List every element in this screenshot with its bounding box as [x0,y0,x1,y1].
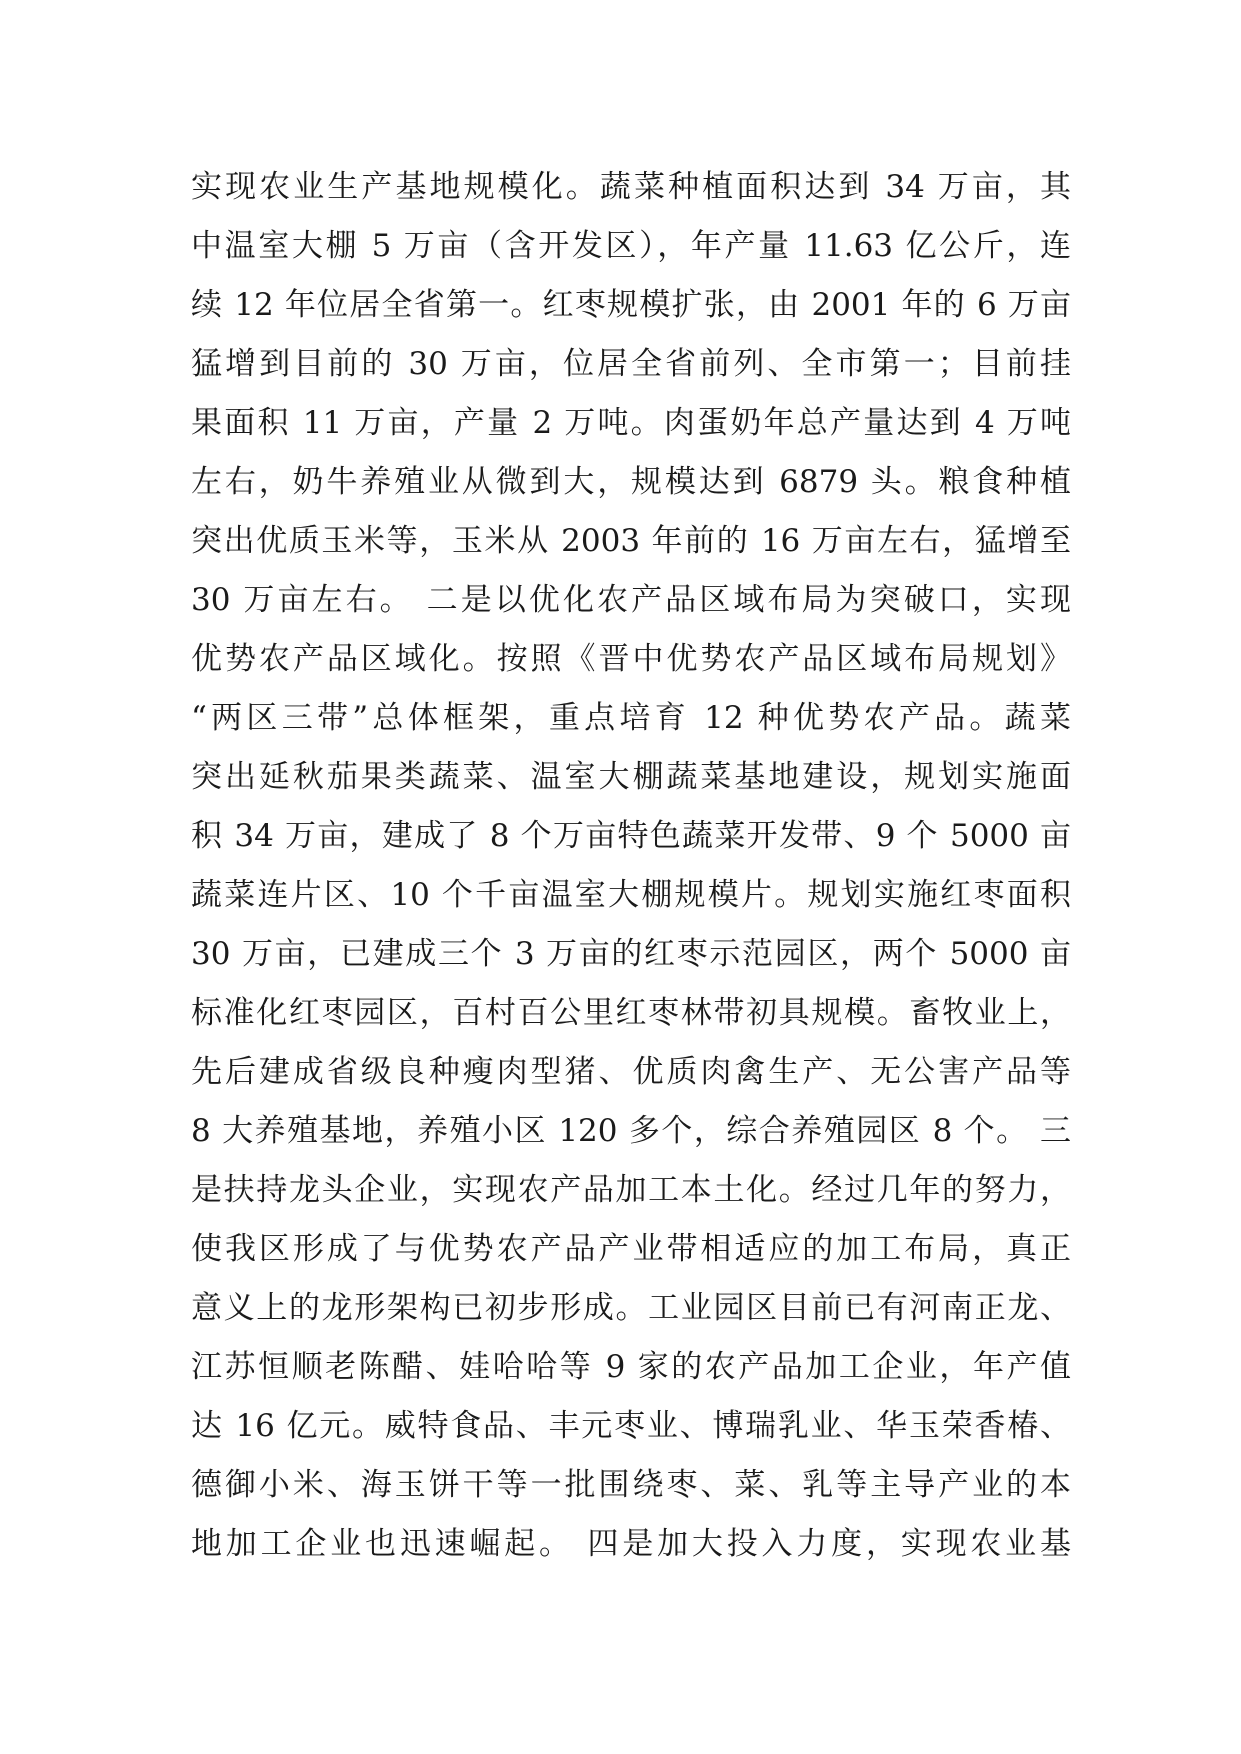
text-line: 使我区形成了与优势农产品产业带相适应的加工布局，真正 [191,1231,1071,1267]
text-line: 30 万亩左右。 二是以优化农产品区域布局为突破口，实现 [191,582,1071,618]
body-text [191,158,1071,1574]
text-line: 江苏恒顺老陈醋、娃哈哈等 9 家的农产品加工企业，年产值 [191,1349,1071,1385]
text-line: 中温室大棚 5 万亩（含开发区），年产量 11.63 亿公斤，连 [191,228,1071,264]
text-line: 30 万亩，已建成三个 3 万亩的红枣示范园区，两个 5000 亩 [191,936,1071,972]
text-line: 突出延秋茄果类蔬菜、温室大棚蔬菜基地建设，规划实施面 [191,759,1071,795]
text-line: 德御小米、海玉饼干等一批围绕枣、菜、乳等主导产业的本 [191,1467,1071,1503]
text-line: 意义上的龙形架构已初步形成。工业园区目前已有河南正龙、 [191,1290,1071,1326]
text-line: 标准化红枣园区，百村百公里红枣林带初具规模。畜牧业上， [191,995,1071,1031]
text-line: 突出优质玉米等，玉米从 2003 年前的 16 万亩左右，猛增至 [191,523,1071,559]
text-line: 果面积 11 万亩，产量 2 万吨。肉蛋奶年总产量达到 4 万吨 [191,405,1071,441]
text-line: 续 12 年位居全省第一。红枣规模扩张，由 2001 年的 6 万亩 [191,287,1071,323]
text-line: 猛增到目前的 30 万亩，位居全省前列、全市第一；目前挂 [191,346,1071,382]
text-line: 达 16 亿元。威特食品、丰元枣业、博瑞乳业、华玉荣香椿、 [191,1408,1071,1444]
text-line: 先后建成省级良种瘦肉型猪、优质肉禽生产、无公害产品等 [191,1054,1071,1090]
text-line: 蔬菜连片区、10 个千亩温室大棚规模片。规划实施红枣面积 [191,877,1071,913]
text-line: 地加工企业也迅速崛起。 四是加大投入力度，实现农业基 [191,1526,1071,1562]
text-line: 实现农业生产基地规模化。蔬菜种植面积达到 34 万亩，其 [191,169,1071,205]
text-line: 左右，奶牛养殖业从微到大，规模达到 6879 头。粮食种植 [191,464,1071,500]
text-line: “两区三带”总体框架，重点培育 12 种优势农产品。蔬菜 [191,700,1071,736]
text-line: 积 34 万亩，建成了 8 个万亩特色蔬菜开发带、9 个 5000 亩 [191,818,1071,854]
text-line: 8 大养殖基地，养殖小区 120 多个，综合养殖园区 8 个。 三 [191,1113,1071,1149]
text-line: 优势农产品区域化。按照《晋中优势农产品区域布局规划》 [191,641,1071,677]
text-line: 是扶持龙头企业，实现农产品加工本土化。经过几年的努力， [191,1172,1071,1208]
